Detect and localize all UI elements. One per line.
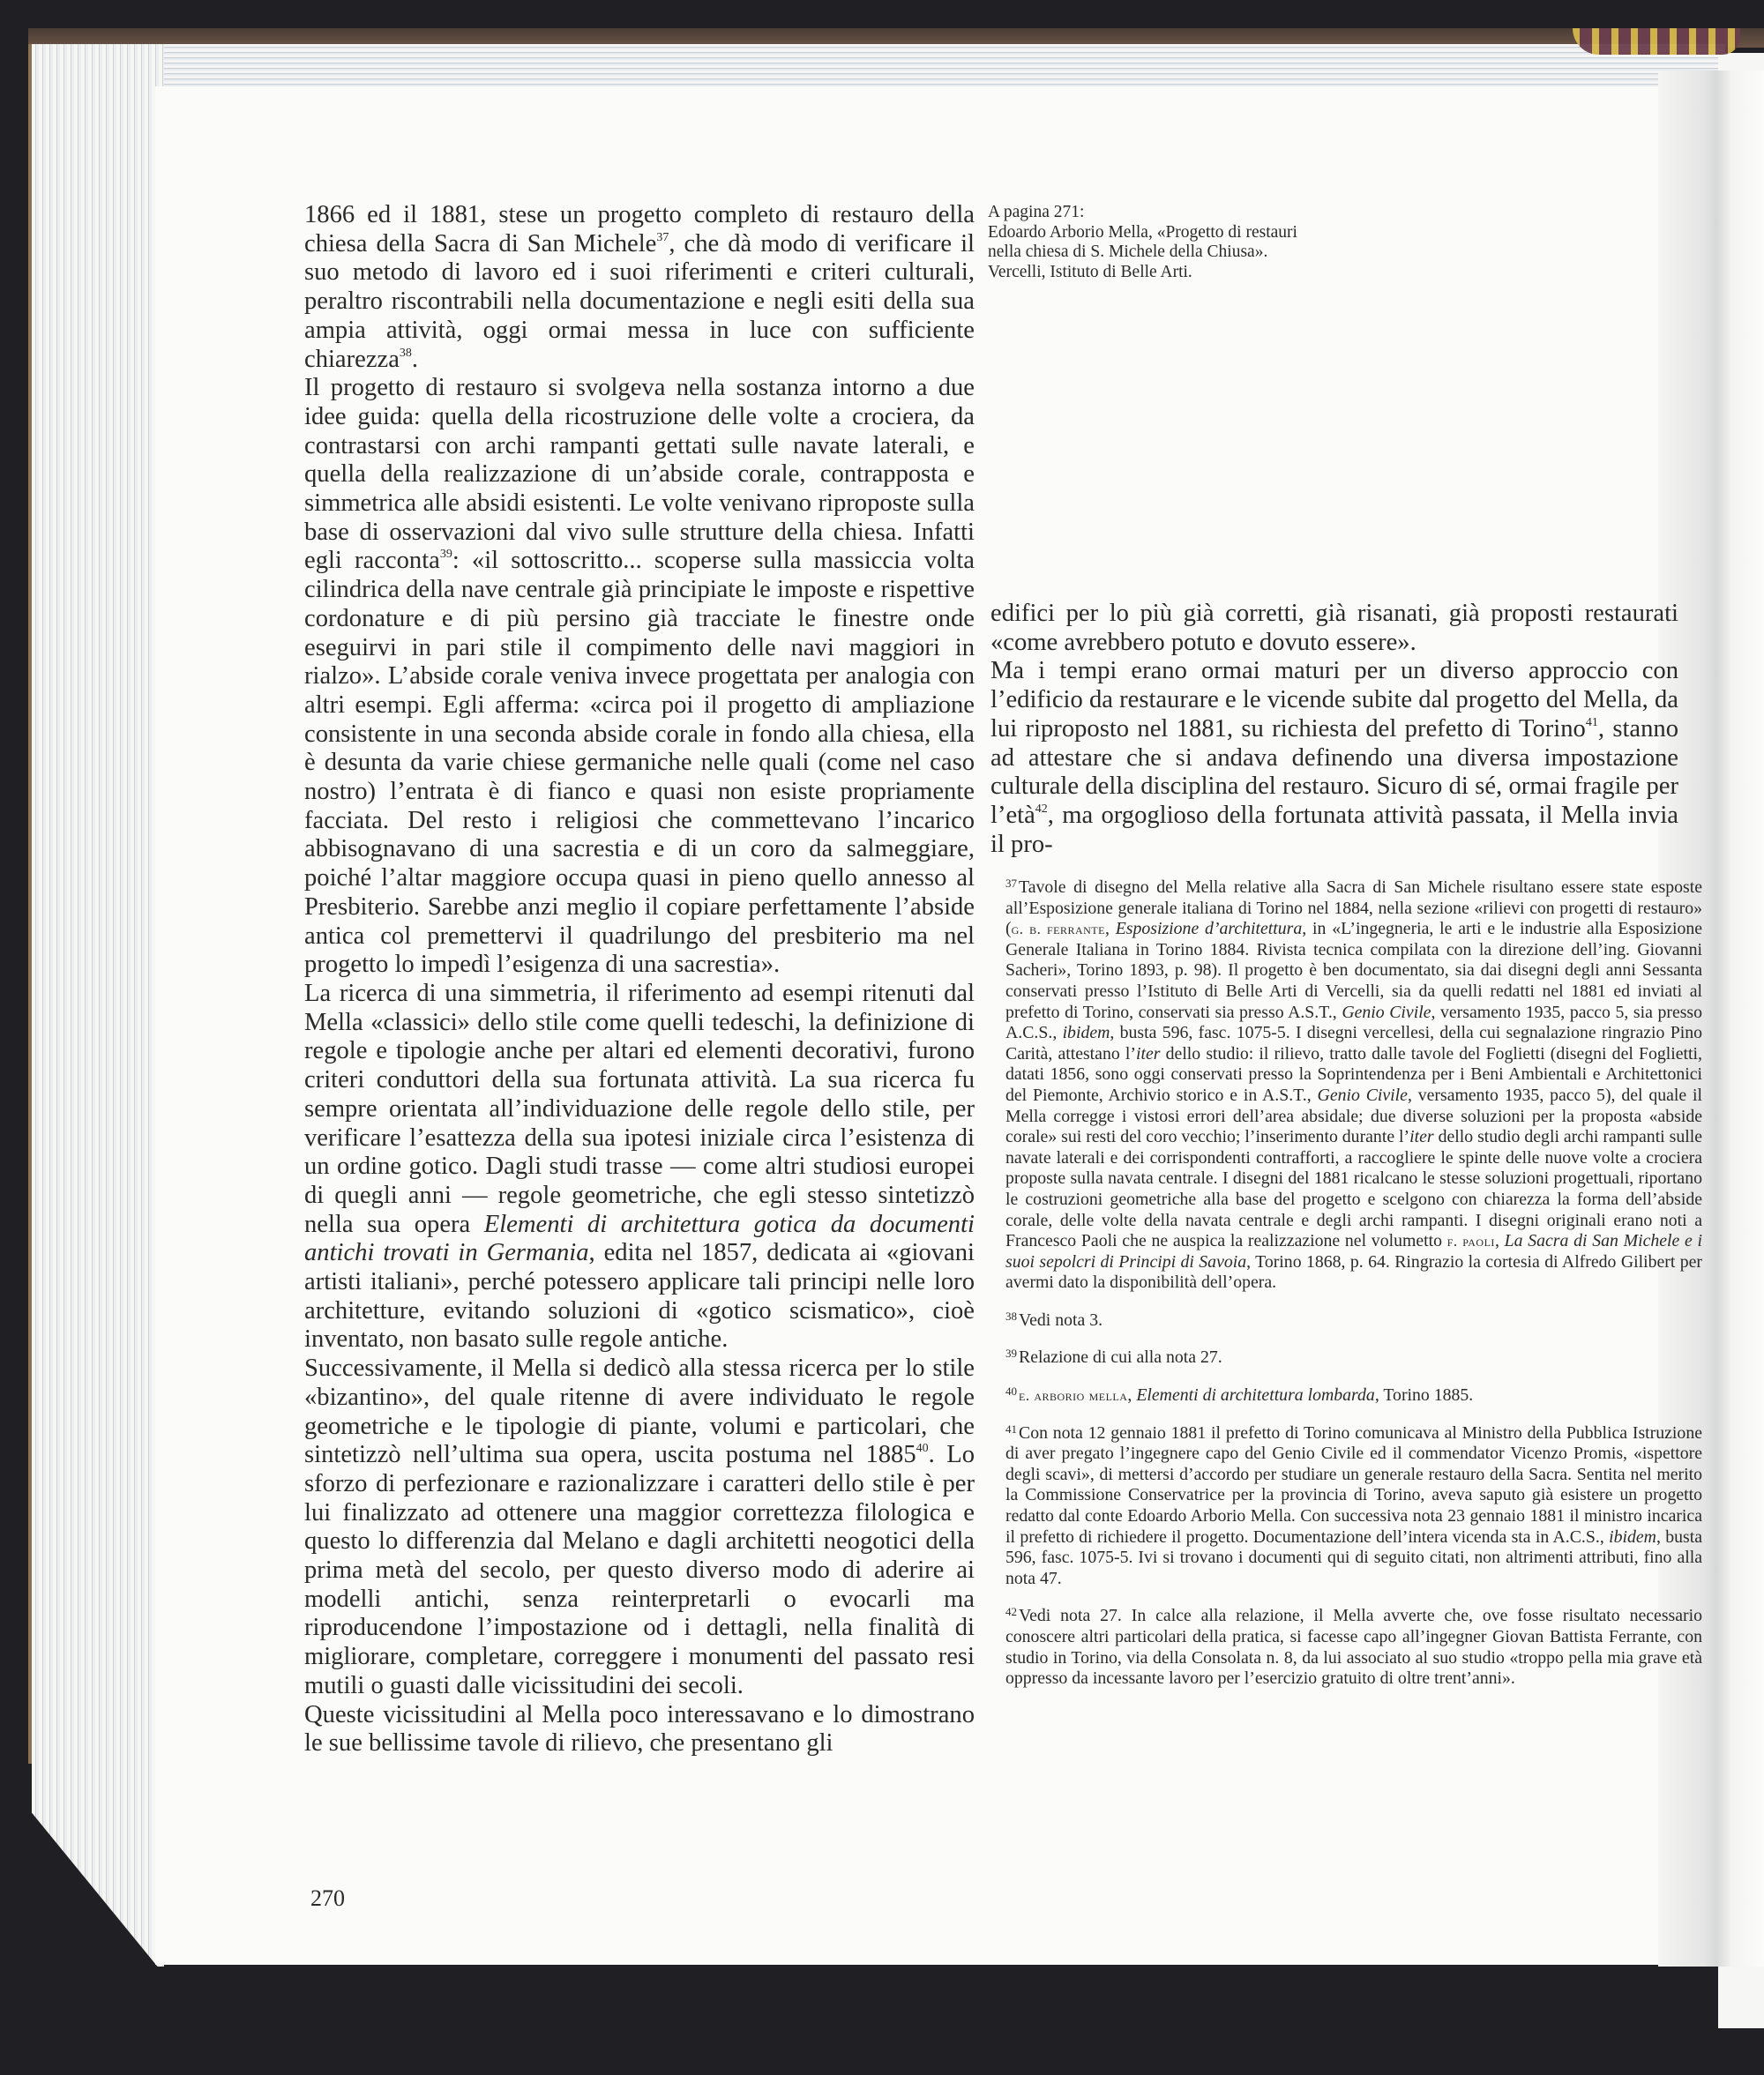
italic-title: ibidem: [1609, 1526, 1656, 1547]
text-run: Il progetto di restauro si svolgeva nella sostanza intorno a due idee guida: quella della ricostruzione delle volte a crociera, da contrastarsi con archi rampanti gettati sulle navate laterali, e quella della realizzazione di un’abside corale, contrapposta e simmetrica alle absidi esistenti. Le volte venivano riproposte sulla base di osservazioni dal vivo sulle strutture della chiesa. Infatti egli racconta: [304, 374, 975, 575]
footnotes: [1005, 873, 1702, 1702]
paragraph: [304, 201, 975, 374]
italic-title: ibidem: [1062, 1023, 1110, 1043]
paragraph: [304, 1355, 975, 1700]
page-number: 270: [310, 1885, 345, 1911]
text-run: Ma i tempi erano ormai maturi per un diverso approccio con l’edificio da restaurare e le vicende subite dal progetto del Mella, da lui riproposto nel 1881, su richiesta del prefetto di Torino: [990, 657, 1678, 743]
text-run: La ricerca di una simmetria, il riferimento ad esempi ritenuti dal Mella «classici» dello stile come quelli tedeschi, la definizione di regole e tipologie anche per altari ed elementi decorativi, furono criteri conduttori della sua fortunata attività. La sua ricerca fu sempre orientata all’individuazione delle regole dello stile, per verificare l’esattezza della sua ipotesi iniziale circa l’esistenza di un ordine gotico. Dagli studi trasse — come altri studiosi europei di quegli anni — regole geometriche, che egli stesso sintetizzò nella sua opera: [304, 979, 975, 1238]
footnote-38: [1005, 1306, 1702, 1332]
footnote-40: [1005, 1381, 1702, 1407]
text-run: : «il sottoscritto... scoperse sulla massiccia volta cilindrica della nave centrale già principiate le imposte e rispettive cordonature e di più persino già tracciate le finestre onde eseguirvi in pari stile il compimento delle navi maggiori in rialzo». L’abside corale veniva invece progettata per analogia con altri esempi. Egli afferma: «circa poi il progetto di ampliazione consistente in una seconda abside corale in fondo alla chiesa, ella è desunta da varie chiese germaniche nelle quali (come nel caso nostro) l’entrata è di fianco e quasi non esiste propriamente facciata. Del resto i religiosi che commettevano l’incarico abbisognavano di una sacrestia e di un coro da salmeggiare, poiché l’altar maggiore occupa quasi in pieno quello annesso al Presbiterio. Sarebbe anzi meglio il copiare perfettamente l’abside antica col premettervi il quadrilungo del presbiterio ma nel progetto lo impedì l’esigenza di una sacrestia».: [304, 547, 975, 979]
text-run: Successivamente, il Mella si dedicò alla stessa ricerca per lo stile «bizantino», del quale ritenne di avere individuato le regole geometriche e le tipologie di piante, volumi e particolari, che sintetizzò nell’ultima sua opera, uscita postuma nel 1885: [304, 1355, 975, 1469]
paragraph: [304, 1701, 975, 1758]
text-run: ,: [1127, 1385, 1137, 1406]
text-run: , versamento 1935, pacco 5), del quale il Mella corregge i vistosi errori dell’area absidale; due diverse soluzioni per la proposta «abside corale» sui resti del coro vecchio; l’inserimento durante l’: [1005, 1085, 1702, 1147]
author-name: g. b. ferrante: [1011, 921, 1105, 938]
italic-title: Genio Civile: [1317, 1085, 1408, 1105]
text-run: , in «L’ingegneria, le arti e le industrie alla Esposizione Generale Italiana in Torino 1884. Rivista tecnica compilata con la direzione dell’ing. Giovanni Sacheri», Torino 1893, p. 98). Il progetto è ben documentato, sia dai disegni degli anni Sessanta conservati presso l’Istituto di Belle Arti di Vercelli, sia da quelli redatti nel 1881 ed inviati al prefetto di Torino, conservati sia presso A.S.T.,: [1005, 919, 1702, 1022]
footnote-37: [1005, 873, 1702, 1294]
text-run: , che dà modo di verificare il suo metodo di lavoro ed i suoi riferimenti e criteri culturali, peraltro riscontrabili nella documentazione e negli esiti della sua ampia attività, oggi ormai messa in luce con sufficiente chiarezza: [304, 229, 975, 373]
text-run: Con nota 12 gennaio 1881 il prefetto di Torino comunicava al Ministro della Pubblica Istruzione di aver pregato l’ingegnere capo del Genio Civile ed il commendator Vicenzo Promis, «ispettore degli scavi», di mettersi d’accordo per studiare un generale restauro della Sacra. Sentita nel merito la Commissione Conservatrice per la provincia di Torino, aveva saputo già esistere un progetto redatto dal conte Edoardo Arborio Mella. Con successiva nota 23 gennaio 1881 il ministro incarica il prefetto di richiedere il progetto. Documentazione dell’intera vicenda sta in A.C.S.,: [1005, 1422, 1702, 1547]
text-run: dello studio: il rilievo, tratto dalle tavole del Foglietti (disegni del Foglietti, datati 1856, sono oggi conservati presso la Soprintendenza per i Beni Ambientali e Architettonici del Piemonte, Archivio storico e in A.S.T.,: [1005, 1043, 1702, 1105]
text-run: , versamento 1935, pacco 5, sia presso A.C.S.,: [1005, 1002, 1703, 1043]
text-run: 1866 ed il 1881, stese un progetto completo di restauro della chiesa della Sacra di San Michele: [304, 201, 975, 258]
main-text-column-right: [990, 600, 1678, 859]
footnote-reference[interactable]: 38: [399, 346, 412, 360]
text-run: .: [411, 345, 419, 373]
text-run: ,: [1104, 919, 1116, 939]
footnote-41: [1005, 1419, 1702, 1590]
text-run: , Torino 1885.: [1374, 1385, 1474, 1406]
author-name: e. arborio mella: [1019, 1387, 1128, 1405]
page-stack-top-edge: [32, 44, 1725, 86]
italic-title: Genio Civile: [1342, 1002, 1431, 1022]
footnote-number: 37: [1005, 877, 1017, 890]
paragraph: [990, 657, 1678, 859]
caption-line: nella chiesa di S. Michele della Chiusa».: [988, 243, 1268, 261]
caption-line: Vercelli, Istituto di Belle Arti.: [988, 262, 1192, 281]
italic-title: iter: [1136, 1043, 1161, 1064]
footnote-reference[interactable]: 41: [1585, 715, 1598, 729]
italic-title: La Sacra di San Michele e i suoi sepolcri di Principi di Savoia: [1005, 1231, 1703, 1272]
footnote-number: 41: [1005, 1422, 1017, 1436]
page-stack-left-edge: [32, 44, 164, 1967]
text-run: Vedi nota 27. In calce alla relazione, il Mella avverte che, ove fosse risultato necessario conoscere altri particolari della pratica, si facesse capo all’ingegner Giovan Battista Ferrante, con studio in Torino, via della Consolata n. 8, da lui associato al suo studio «troppo pella mia grave età oppresso da incessante lavoro per l’esercizio gratuito di oltre trent’anni».: [1005, 1606, 1702, 1689]
text-run: , busta 596, fasc. 1075-5. Ivi si trovano i documenti qui di seguito citati, non altrimenti attributi, fino alla nota 47.: [1005, 1526, 1702, 1588]
italic-title: iter: [1409, 1127, 1434, 1147]
text-run: , stanno ad attestare che si andava definendo una diversa impostazione culturale della disciplina del restauro. Sicuro di sé, ormai fragile per l’età: [990, 714, 1678, 829]
footnote-number: 39: [1005, 1347, 1017, 1361]
paragraph: [304, 980, 975, 1355]
text-run: Queste vicissitudini al Mella poco interessavano e lo dimostrano le sue bellissime tavole di rilievo, che presentano gli: [304, 1700, 975, 1758]
footnote-number: 42: [1005, 1605, 1017, 1619]
caption-line: A pagina 271:: [988, 203, 1085, 221]
text-run: edifici per lo più già corretti, già risanati, già proposti restaurati «come avrebbero potuto e dovuto essere».: [990, 600, 1678, 656]
text-run: , edita nel 1857, dedicata ai «giovani artisti italiani», perché potessero applicare tali principi nelle loro architetture, evitando soluzioni di «gotico scismatico», cioè inventato, non basato sulle regole antiche.: [304, 1239, 975, 1354]
footnote-39: [1005, 1343, 1702, 1369]
footnote-reference[interactable]: 40: [916, 1442, 929, 1456]
footnote-number: 40: [1005, 1385, 1017, 1399]
italic-title: Elementi di architettura gotica da documenti antichi trovati in Germania: [304, 1210, 975, 1267]
caption-line: Edoardo Arborio Mella, «Progetto di restauri: [988, 222, 1297, 242]
text-run: Tavole di disegno del Mella relative alla Sacra di San Michele risultano essere state esposte all’Esposizione generale italiana di Torino nel 1884, nella sezione «rilievi con progetti di restauro» (: [1005, 877, 1702, 939]
figure-caption: [988, 203, 1482, 282]
footnote-reference[interactable]: 37: [656, 230, 669, 244]
main-text-column-left: [304, 201, 975, 1758]
text-run: , ma orgoglioso della fortunata attività passata, il Mella invia il pro-: [990, 801, 1678, 858]
footnote-42: [1005, 1601, 1702, 1689]
bookmark-ribbon-icon: [1573, 28, 1740, 55]
italic-title: Elementi di architettura lombarda: [1136, 1385, 1375, 1406]
author-name: f. paoli: [1446, 1233, 1495, 1250]
paragraph: [304, 374, 975, 980]
text-run: Vedi nota 3.: [1019, 1310, 1103, 1330]
text-run: , Torino 1868, p. 64. Ringrazio la cortesia di Alfredo Gilibert per avermi dato la disponibilità dell’opera.: [1005, 1251, 1703, 1293]
text-run: ,: [1494, 1231, 1505, 1251]
text-run: , busta 596, fasc. 1075-5. I disegni vercellesi, della cui segnalazione ringrazio Pino Carità, attestano l’: [1005, 1023, 1702, 1064]
paragraph: [990, 600, 1678, 657]
text-run: Relazione di cui alla nota 27.: [1019, 1347, 1222, 1368]
text-run: . Lo sforzo di perfezionare e razionalizzare i caratteri dello stile è per lui finalizzato ad ottenere una maggior correttezza filologica e questo lo differenzia dal Melano e dagli architetti neogotici della prima metà del secolo, per questo diverso modo di aderire ai modelli antichi, senza reinterpretarli o evocarli ma riproducendone l’impostazione od i dettagli, nella finalità di migliorare, completare, correggere i monumenti del passato resi mutili o guasti dalle vicissitudini dei secoli.: [304, 1441, 975, 1699]
footnote-reference[interactable]: 39: [439, 548, 452, 562]
footnote-reference[interactable]: 42: [1035, 802, 1048, 816]
text-run: dello studio degli archi rampanti sulle navate laterali e dei corrispondenti contrafforti, a raccogliere le spinte delle nuove volte a crociera proposte sulla navata centrale. I disegni del 1881 ricalcano le stesse soluzioni progettuali, riportano le costruzioni geometriche alla base del progetto e scelgono con chiarezza la forma dell’abside corale, delle volte della navata centrale e degli archi rampanti. I disegni originali erano noti a Francesco Paoli che ne auspica la realizzazione nel volumetto: [1005, 1127, 1702, 1251]
footnote-number: 38: [1005, 1309, 1017, 1323]
italic-title: Esposizione d’architettura: [1115, 919, 1303, 939]
